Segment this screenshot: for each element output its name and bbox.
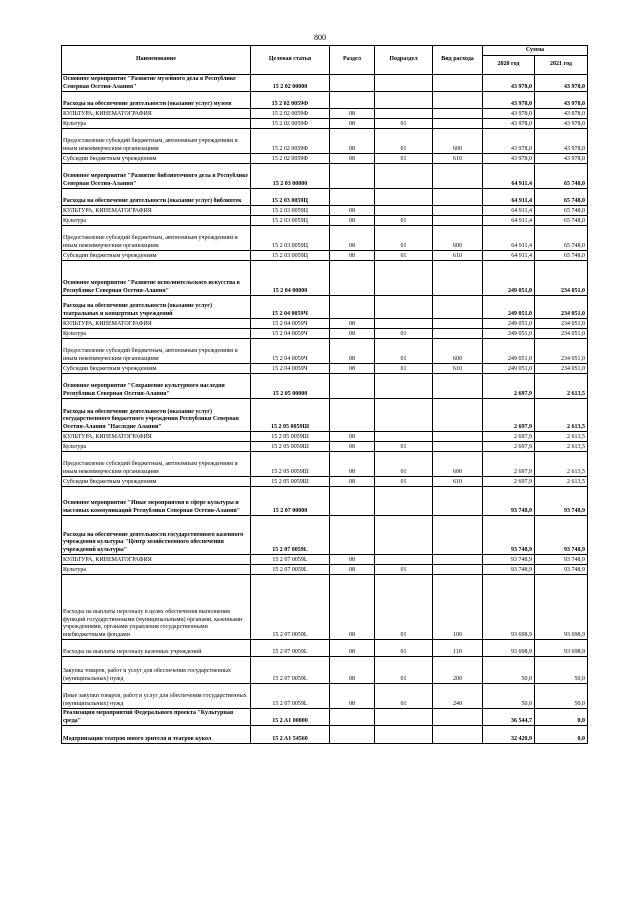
cell-2021: 2 613,5 — [535, 432, 588, 442]
cell-subsection: 01 — [375, 251, 433, 261]
cell-2021: 2 613,5 — [535, 442, 588, 452]
cell-expense-type — [433, 516, 483, 555]
cell-name: Расходы на выплаты персоналу казенных учреждений — [62, 640, 251, 657]
cell-section — [330, 75, 375, 92]
cell-section: 08 — [330, 319, 375, 329]
header-2021: 2021 год — [535, 56, 588, 75]
cell-2020: 93 748,9 — [483, 487, 535, 516]
cell-section: 08 — [330, 251, 375, 261]
cell-name: Предоставление субсидий бюджетным, автономным учреждениям и иным некоммерческим организациям — [62, 339, 251, 364]
cell-article: 15 2 02 0059Ф — [251, 92, 330, 109]
cell-expense-type — [433, 216, 483, 226]
table-row — [62, 129, 588, 154]
cell-name: Расходы на обеспечение деятельности государственного казенного учреждения культуры "Центр хозяйственного обеспечения учреждений культуры" — [62, 516, 251, 555]
cell-article: 15 2 07 0059L — [251, 516, 330, 555]
cell-subsection — [375, 164, 433, 189]
page-number: 800 — [314, 33, 326, 42]
table-row — [62, 432, 588, 442]
cell-2020: 43 978,0 — [483, 154, 535, 164]
cell-name: Субсидии бюджетным учреждениям — [62, 251, 251, 261]
table-row — [62, 565, 588, 575]
cell-2021: 234 051,0 — [535, 296, 588, 319]
header-sum: Сумма — [483, 46, 588, 56]
cell-name: Культура — [62, 565, 251, 575]
table-row — [62, 726, 588, 744]
cell-subsection: 01 — [375, 119, 433, 129]
cell-subsection: 01 — [375, 452, 433, 477]
cell-name: Культура — [62, 119, 251, 129]
cell-section — [330, 296, 375, 319]
cell-article: 15 2 03 0059Ц — [251, 251, 330, 261]
table-row — [62, 319, 588, 329]
cell-expense-type: 600 — [433, 226, 483, 251]
cell-article: 15 2 A1 54560 — [251, 726, 330, 744]
cell-2021: 93 748,9 — [535, 565, 588, 575]
cell-subsection — [375, 374, 433, 399]
cell-expense-type — [433, 374, 483, 399]
cell-2020: 2 697,9 — [483, 477, 535, 487]
table-row — [62, 516, 588, 555]
cell-2021: 50,0 — [535, 684, 588, 709]
cell-section: 08 — [330, 109, 375, 119]
cell-2020: 2 697,9 — [483, 432, 535, 442]
cell-expense-type: 610 — [433, 251, 483, 261]
cell-subsection: 01 — [375, 129, 433, 154]
cell-article: 15 2 05 00000 — [251, 374, 330, 399]
table-row — [62, 296, 588, 319]
cell-2020: 36 544,7 — [483, 709, 535, 726]
cell-2020: 43 978,0 — [483, 75, 535, 92]
cell-section: 08 — [330, 129, 375, 154]
cell-section: 08 — [330, 206, 375, 216]
cell-article: 15 2 04 0059Ч — [251, 329, 330, 339]
cell-article: 15 2 02 0059Ф — [251, 129, 330, 154]
table-row — [62, 452, 588, 477]
cell-2021: 234 051,0 — [535, 261, 588, 296]
table-row — [62, 92, 588, 109]
cell-2020: 43 978,0 — [483, 109, 535, 119]
cell-2021: 65 748,0 — [535, 216, 588, 226]
cell-section: 08 — [330, 339, 375, 364]
cell-subsection: 01 — [375, 477, 433, 487]
cell-expense-type — [433, 709, 483, 726]
cell-expense-type: 200 — [433, 657, 483, 684]
cell-section — [330, 726, 375, 744]
header-name: Наименование — [62, 46, 251, 75]
cell-expense-type — [433, 109, 483, 119]
cell-2020: 249 051,0 — [483, 339, 535, 364]
table-row — [62, 640, 588, 657]
table-row — [62, 154, 588, 164]
cell-2020: 2 697,9 — [483, 399, 535, 432]
cell-name: Иные закупки товаров, работ и услуг для обеспечения государственных (муниципальных) нужд — [62, 684, 251, 709]
cell-section: 08 — [330, 154, 375, 164]
cell-2021: 93 748,9 — [535, 516, 588, 555]
cell-2021: 234 051,0 — [535, 329, 588, 339]
table-row — [62, 75, 588, 92]
cell-name: Модернизация театров юного зрителя и театров кукол — [62, 726, 251, 744]
cell-expense-type — [433, 119, 483, 129]
table-row — [62, 189, 588, 206]
cell-subsection — [375, 319, 433, 329]
cell-subsection — [375, 206, 433, 216]
cell-subsection — [375, 261, 433, 296]
table-row — [62, 109, 588, 119]
cell-article: 15 2 02 00000 — [251, 75, 330, 92]
cell-2020: 50,0 — [483, 657, 535, 684]
cell-article: 15 2 03 0059Ц — [251, 226, 330, 251]
cell-section: 08 — [330, 364, 375, 374]
cell-expense-type — [433, 726, 483, 744]
cell-section — [330, 399, 375, 432]
table-row — [62, 164, 588, 189]
cell-expense-type — [433, 206, 483, 216]
cell-name: КУЛЬТУРА, КИНЕМАТОГРАФИЯ — [62, 319, 251, 329]
cell-article: 15 2 03 0059Ц — [251, 189, 330, 206]
cell-expense-type — [433, 319, 483, 329]
cell-section: 08 — [330, 452, 375, 477]
cell-article: 15 2 07 0059L — [251, 575, 330, 640]
cell-name: КУЛЬТУРА, КИНЕМАТОГРАФИЯ — [62, 206, 251, 216]
cell-article: 15 2 07 0059L — [251, 684, 330, 709]
cell-section: 08 — [330, 565, 375, 575]
cell-2021: 93 698,9 — [535, 575, 588, 640]
cell-article: 15 2 05 0059Ш — [251, 442, 330, 452]
cell-subsection: 01 — [375, 684, 433, 709]
cell-article: 15 2 03 0059Ц — [251, 216, 330, 226]
cell-2021: 2 613,5 — [535, 452, 588, 477]
cell-2021: 234 051,0 — [535, 364, 588, 374]
cell-section: 08 — [330, 216, 375, 226]
cell-2020: 64 911,4 — [483, 206, 535, 216]
cell-2021: 65 748,0 — [535, 206, 588, 216]
cell-name: Расходы на обеспечение деятельности (оказание услуг) государственного бюджетного учреждения Республики Северная Осетия-Алания "Наследие Алании" — [62, 399, 251, 432]
table-row — [62, 709, 588, 726]
cell-name: КУЛЬТУРА, КИНЕМАТОГРАФИЯ — [62, 109, 251, 119]
cell-expense-type: 600 — [433, 452, 483, 477]
cell-subsection — [375, 109, 433, 119]
cell-article: 15 2 04 0059Ч — [251, 339, 330, 364]
table-row — [62, 657, 588, 684]
cell-section — [330, 261, 375, 296]
cell-section — [330, 709, 375, 726]
cell-expense-type: 600 — [433, 339, 483, 364]
cell-2021: 65 748,0 — [535, 251, 588, 261]
table-row — [62, 442, 588, 452]
cell-section: 08 — [330, 657, 375, 684]
table-row — [62, 261, 588, 296]
cell-article: 15 2 04 0059Ч — [251, 319, 330, 329]
cell-section: 08 — [330, 477, 375, 487]
cell-expense-type: 240 — [433, 684, 483, 709]
cell-2020: 50,0 — [483, 684, 535, 709]
cell-2021: 2 613,5 — [535, 374, 588, 399]
cell-2020: 2 697,9 — [483, 452, 535, 477]
cell-section — [330, 189, 375, 206]
cell-2020: 249 051,0 — [483, 296, 535, 319]
cell-2021: 2 613,5 — [535, 477, 588, 487]
cell-subsection — [375, 726, 433, 744]
cell-section: 08 — [330, 432, 375, 442]
cell-2020: 93 748,9 — [483, 516, 535, 555]
cell-article: 15 2 02 0059Ф — [251, 109, 330, 119]
table-row — [62, 226, 588, 251]
cell-name: Закупка товаров, работ и услуг для обеспечения государственных (муниципальных) нужд — [62, 657, 251, 684]
cell-2021: 65 748,0 — [535, 164, 588, 189]
cell-subsection: 01 — [375, 339, 433, 364]
cell-name: Субсидии бюджетным учреждениям — [62, 364, 251, 374]
cell-section: 08 — [330, 575, 375, 640]
cell-2021: 43 978,0 — [535, 109, 588, 119]
cell-2021: 2 613,5 — [535, 399, 588, 432]
cell-article: 15 2 07 0059L — [251, 640, 330, 657]
cell-expense-type — [433, 75, 483, 92]
cell-article: 15 2 05 0059Ш — [251, 452, 330, 477]
cell-2021: 234 051,0 — [535, 319, 588, 329]
cell-name: Расходы на обеспечение деятельности (оказание услуг) библиотек — [62, 189, 251, 206]
cell-2021: 43 978,0 — [535, 154, 588, 164]
cell-2020: 249 051,0 — [483, 364, 535, 374]
cell-2020: 32 420,9 — [483, 726, 535, 744]
cell-section: 08 — [330, 329, 375, 339]
cell-2021: 50,0 — [535, 657, 588, 684]
cell-expense-type — [433, 261, 483, 296]
cell-name: Предоставление субсидий бюджетным, автономным учреждениям и иным некоммерческим организациям — [62, 226, 251, 251]
cell-section: 08 — [330, 555, 375, 565]
cell-2021: 43 978,0 — [535, 75, 588, 92]
cell-section: 08 — [330, 442, 375, 452]
cell-article: 15 2 05 0059Ш — [251, 399, 330, 432]
cell-subsection: 01 — [375, 329, 433, 339]
cell-2021: 65 748,0 — [535, 189, 588, 206]
cell-subsection — [375, 709, 433, 726]
cell-section: 08 — [330, 226, 375, 251]
cell-2020: 93 748,9 — [483, 565, 535, 575]
cell-article: 15 2 03 0059Ц — [251, 206, 330, 216]
cell-2020: 64 911,4 — [483, 226, 535, 251]
cell-2020: 43 978,0 — [483, 129, 535, 154]
cell-2021: 43 978,0 — [535, 129, 588, 154]
cell-article: 15 2 07 0059L — [251, 565, 330, 575]
cell-expense-type: 600 — [433, 129, 483, 154]
cell-expense-type: 100 — [433, 575, 483, 640]
header-subsection: Подраздел — [375, 46, 433, 75]
cell-2020: 64 911,4 — [483, 216, 535, 226]
cell-name: КУЛЬТУРА, КИНЕМАТОГРАФИЯ — [62, 432, 251, 442]
cell-2021: 0,0 — [535, 726, 588, 744]
cell-section: 08 — [330, 640, 375, 657]
table-body — [62, 75, 588, 744]
cell-2020: 249 051,0 — [483, 261, 535, 296]
cell-section — [330, 92, 375, 109]
cell-expense-type: 610 — [433, 364, 483, 374]
cell-section — [330, 164, 375, 189]
cell-subsection — [375, 487, 433, 516]
cell-2021: 43 978,0 — [535, 119, 588, 129]
cell-expense-type — [433, 296, 483, 319]
cell-section: 08 — [330, 119, 375, 129]
cell-2020: 64 911,4 — [483, 164, 535, 189]
cell-section — [330, 374, 375, 399]
cell-2020: 249 051,0 — [483, 329, 535, 339]
cell-subsection — [375, 92, 433, 109]
cell-name: Культура — [62, 216, 251, 226]
cell-article: 15 2 07 0059L — [251, 657, 330, 684]
cell-subsection: 01 — [375, 216, 433, 226]
cell-name: Основное мероприятие "Развитие музейного дела в Республике Северная Осетия-Алания" — [62, 75, 251, 92]
cell-2020: 2 697,9 — [483, 442, 535, 452]
cell-2021: 93 748,9 — [535, 487, 588, 516]
cell-subsection: 01 — [375, 154, 433, 164]
table-row — [62, 575, 588, 640]
cell-name: Основное мероприятие "Развитие исполнительского искусства в Республике Северная Осетия-Алания" — [62, 261, 251, 296]
cell-2020: 249 051,0 — [483, 319, 535, 329]
table-row — [62, 364, 588, 374]
cell-expense-type — [433, 487, 483, 516]
table-row — [62, 251, 588, 261]
cell-name: Основное мероприятие "Сохранение культурного наследия Республики Северная Осетия-Алания" — [62, 374, 251, 399]
cell-name: Основное мероприятие "Иные мероприятия в сфере культуры и массовых коммуникаций Республики Северная Осетия-Алания" — [62, 487, 251, 516]
table-row — [62, 477, 588, 487]
cell-subsection: 01 — [375, 565, 433, 575]
cell-article: 15 2 07 0059L — [251, 555, 330, 565]
cell-subsection: 01 — [375, 442, 433, 452]
cell-article: 15 2 05 0059Ш — [251, 477, 330, 487]
cell-name: Предоставление субсидий бюджетным, автономным учреждениям и иным некоммерческим организациям — [62, 452, 251, 477]
cell-expense-type — [433, 565, 483, 575]
table-row — [62, 555, 588, 565]
cell-name: Субсидии бюджетным учреждениям — [62, 477, 251, 487]
cell-expense-type — [433, 442, 483, 452]
cell-2020: 93 698,9 — [483, 575, 535, 640]
cell-article: 15 2 A1 00000 — [251, 709, 330, 726]
cell-2020: 93 698,9 — [483, 640, 535, 657]
header-article: Целевая статья — [251, 46, 330, 75]
cell-subsection — [375, 432, 433, 442]
cell-expense-type: 610 — [433, 477, 483, 487]
cell-name: Расходы на обеспечение деятельности (оказание услуг) музеев — [62, 92, 251, 109]
cell-2020: 43 978,0 — [483, 119, 535, 129]
table-row — [62, 487, 588, 516]
cell-2021: 43 978,0 — [535, 92, 588, 109]
cell-subsection: 01 — [375, 657, 433, 684]
cell-2021: 93 748,9 — [535, 555, 588, 565]
cell-name: Субсидии бюджетным учреждениям — [62, 154, 251, 164]
cell-2021: 65 748,0 — [535, 226, 588, 251]
cell-article: 15 2 05 0059Ш — [251, 432, 330, 442]
cell-subsection — [375, 399, 433, 432]
cell-2020: 64 911,4 — [483, 251, 535, 261]
cell-name: Основное мероприятие "Развитие библиотечного дела в Республике Северная Осетия-Алания" — [62, 164, 251, 189]
cell-expense-type — [433, 189, 483, 206]
cell-section — [330, 516, 375, 555]
cell-article: 15 2 02 0059Ф — [251, 119, 330, 129]
table-row — [62, 374, 588, 399]
table-row — [62, 216, 588, 226]
cell-2021: 0,0 — [535, 709, 588, 726]
cell-subsection — [375, 75, 433, 92]
cell-expense-type — [433, 329, 483, 339]
cell-article: 15 2 03 00000 — [251, 164, 330, 189]
table-row — [62, 206, 588, 216]
table-row — [62, 329, 588, 339]
header-section: Раздел — [330, 46, 375, 75]
table-row — [62, 684, 588, 709]
cell-expense-type: 110 — [433, 640, 483, 657]
header-2020: 2020 год — [483, 56, 535, 75]
header-expense-type: Вид расхода — [433, 46, 483, 75]
cell-article: 15 2 02 0059Ф — [251, 154, 330, 164]
cell-article: 15 2 04 0059Ч — [251, 364, 330, 374]
table-row — [62, 339, 588, 364]
cell-subsection: 01 — [375, 226, 433, 251]
cell-article: 15 2 04 0059Ч — [251, 296, 330, 319]
cell-expense-type — [433, 555, 483, 565]
cell-2020: 64 911,4 — [483, 189, 535, 206]
cell-subsection — [375, 555, 433, 565]
cell-section — [330, 487, 375, 516]
cell-subsection — [375, 516, 433, 555]
table-row — [62, 399, 588, 432]
cell-name: Культура — [62, 329, 251, 339]
cell-name: Расходы на выплаты персоналу в целях обеспечения выполнения функций государственными (муниципальными) органами, казенными учреждениями, органами управления государственными внебюджетными фондами — [62, 575, 251, 640]
cell-subsection: 01 — [375, 575, 433, 640]
cell-subsection — [375, 189, 433, 206]
cell-subsection — [375, 296, 433, 319]
budget-table — [61, 45, 588, 744]
cell-name: КУЛЬТУРА, КИНЕМАТОГРАФИЯ — [62, 555, 251, 565]
cell-name: Предоставление субсидий бюджетным, автономным учреждениям и иным некоммерческим организациям — [62, 129, 251, 154]
cell-expense-type: 610 — [433, 154, 483, 164]
cell-2021: 234 051,0 — [535, 339, 588, 364]
cell-name: Реализация мероприятий Федерального проекта "Культурная среда" — [62, 709, 251, 726]
cell-expense-type — [433, 164, 483, 189]
cell-2020: 43 978,0 — [483, 92, 535, 109]
cell-subsection: 01 — [375, 640, 433, 657]
cell-2020: 93 748,9 — [483, 555, 535, 565]
cell-2020: 2 697,9 — [483, 374, 535, 399]
cell-article: 15 2 04 00000 — [251, 261, 330, 296]
cell-article: 15 2 07 00000 — [251, 487, 330, 516]
table-row — [62, 119, 588, 129]
cell-name: Расходы на обеспечение деятельности (оказание услуг) театральных и концертных учреждений — [62, 296, 251, 319]
cell-2021: 93 698,9 — [535, 640, 588, 657]
cell-subsection: 01 — [375, 364, 433, 374]
cell-expense-type — [433, 399, 483, 432]
cell-section: 08 — [330, 684, 375, 709]
cell-expense-type — [433, 92, 483, 109]
cell-expense-type — [433, 432, 483, 442]
cell-name: Культура — [62, 442, 251, 452]
